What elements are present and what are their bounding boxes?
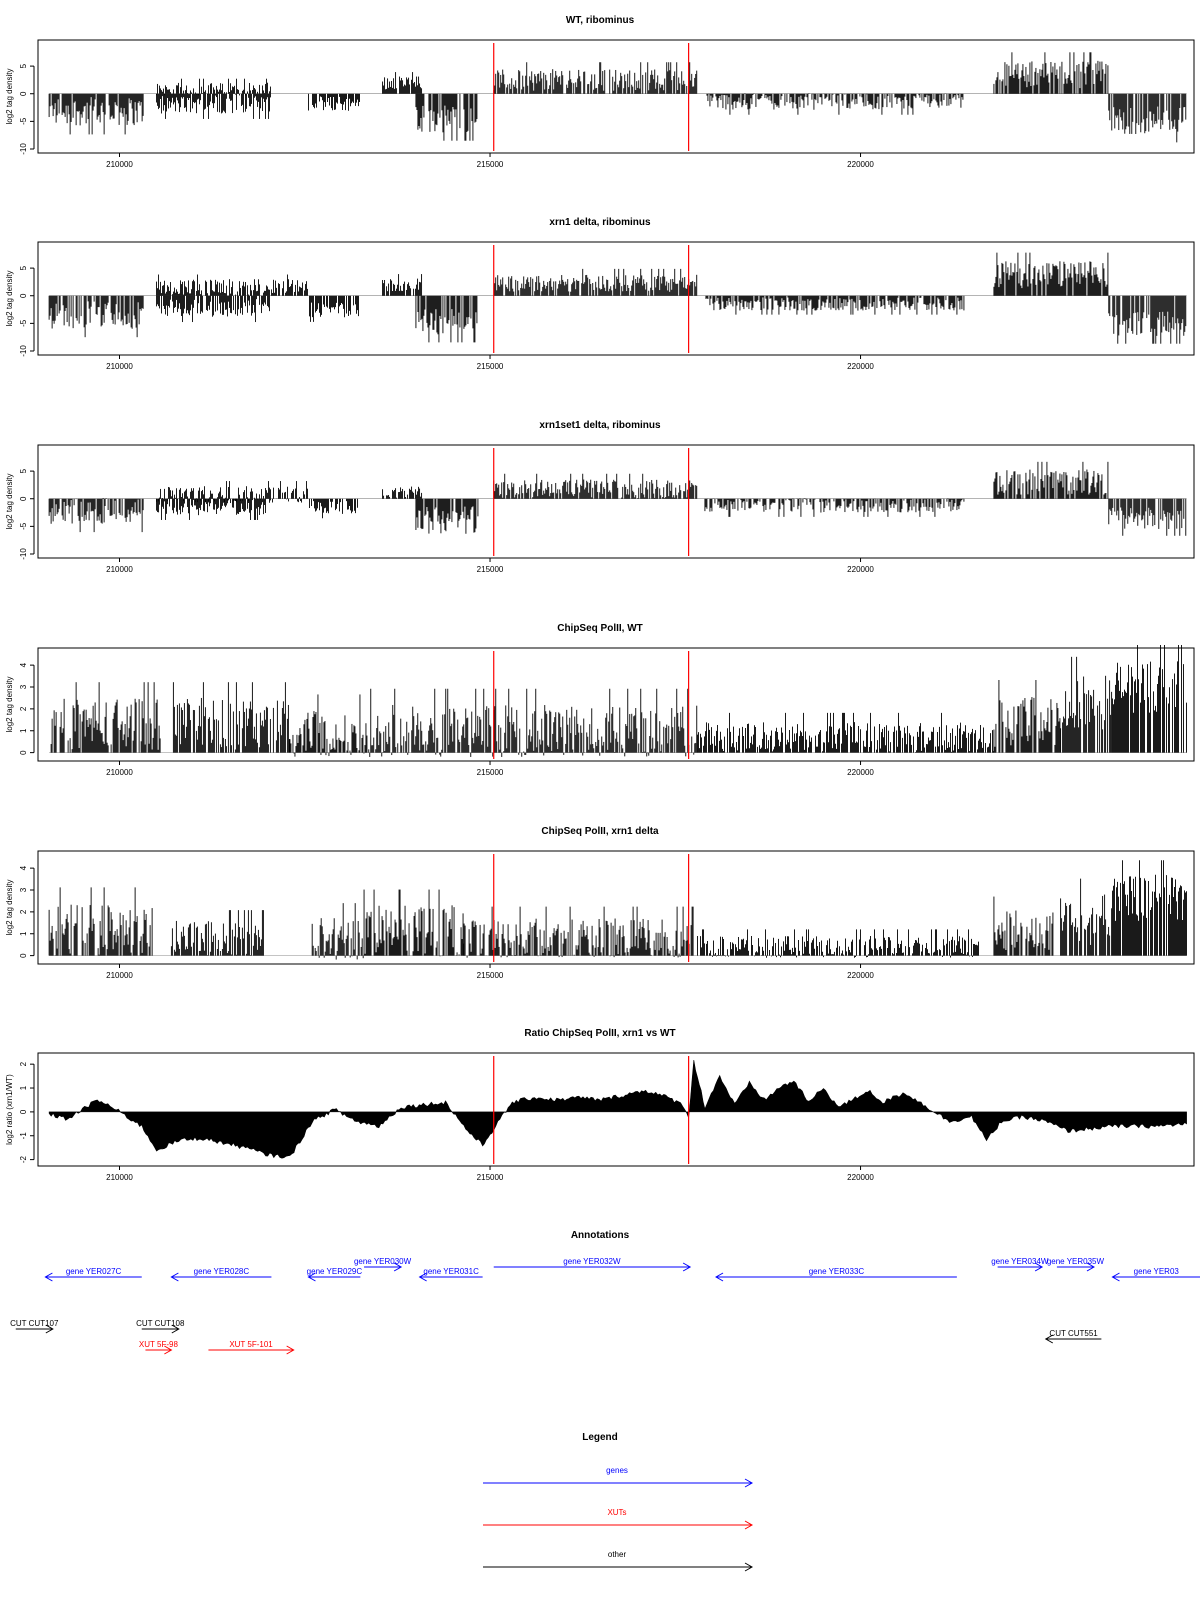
- feature-label: gene YER033C: [808, 1267, 865, 1276]
- y-axis-label: log2 ratio (xrn1/WT): [5, 1074, 14, 1145]
- feature-label: gene YER030W: [353, 1257, 412, 1266]
- feature-label: gene YER035W: [1046, 1257, 1105, 1266]
- feature-label: XUT 5F-101: [229, 1340, 273, 1349]
- annotation-feature: [494, 1257, 690, 1271]
- annotation-feature: [10, 1319, 59, 1333]
- annotation-feature: [136, 1319, 185, 1333]
- x-tick-label: 210000: [106, 565, 133, 574]
- feature-label: gene YER027C: [65, 1267, 122, 1276]
- annotation-feature: [139, 1340, 179, 1354]
- y-tick-label: 3: [19, 684, 28, 690]
- x-tick-label: 220000: [847, 971, 874, 980]
- feature-label: gene YER03: [1133, 1267, 1179, 1276]
- feature-label: gene YER029C: [306, 1267, 363, 1276]
- panel-title: xrn1set1 delta, ribominus: [539, 420, 661, 431]
- y-tick-label: -10: [19, 548, 28, 560]
- panel-frame: [38, 242, 1194, 355]
- annotations-track: [10, 1230, 1200, 1354]
- y-axis-label: log2 tag density: [5, 270, 14, 327]
- panel-title: WT, ribominus: [565, 15, 635, 26]
- y-axis-label: log2 tag density: [5, 68, 14, 125]
- x-tick-label: 210000: [106, 768, 133, 777]
- legend-item-label: genes: [606, 1466, 628, 1475]
- y-tick-label: 0: [19, 1109, 28, 1115]
- annotation-feature: [307, 1267, 363, 1281]
- panel-title: xrn1 delta, ribominus: [549, 217, 651, 228]
- x-tick-label: 215000: [476, 362, 504, 371]
- track-panel: [5, 826, 1194, 980]
- y-tick-label: 4: [19, 865, 28, 871]
- y-tick-label: 2: [19, 1061, 28, 1067]
- x-tick-label: 215000: [476, 1173, 504, 1182]
- x-tick-label: 210000: [106, 1173, 133, 1182]
- feature-label: XUT 5F-98: [138, 1340, 178, 1349]
- y-tick-label: 0: [19, 750, 28, 755]
- x-tick-label: 220000: [847, 565, 874, 574]
- y-tick-label: 2: [19, 909, 28, 915]
- annotation-feature: [991, 1257, 1049, 1271]
- y-tick-label: 5: [19, 468, 28, 474]
- y-tick-label: -5: [19, 117, 28, 125]
- panel-title: Ratio ChipSeq PolII, xrn1 vs WT: [524, 1028, 676, 1039]
- y-tick-label: 0: [19, 953, 28, 958]
- feature-label: gene YER034W: [991, 1257, 1049, 1266]
- panel-title: ChipSeq PolII, WT: [557, 623, 643, 634]
- y-tick-label: 0: [19, 91, 28, 96]
- y-axis-label: log2 tag density: [5, 676, 14, 733]
- y-axis-label: log2 tag density: [5, 879, 14, 936]
- annotation-feature: [420, 1267, 483, 1281]
- y-tick-label: 1: [19, 931, 28, 936]
- x-tick-label: 210000: [106, 160, 133, 169]
- legend-item: [483, 1466, 752, 1487]
- track-panel: [5, 1028, 1194, 1182]
- x-tick-label: 210000: [106, 971, 133, 980]
- signal-bars: [49, 52, 1186, 142]
- legend-item: [483, 1550, 752, 1571]
- legend: [483, 1432, 752, 1571]
- signal-bars: [51, 645, 1186, 757]
- panel-title: ChipSeq PolII, xrn1 delta: [541, 826, 659, 837]
- annotation-feature: [354, 1257, 412, 1271]
- y-tick-label: 1: [19, 728, 28, 733]
- annotation-feature: [1047, 1257, 1105, 1271]
- annotation-feature: [45, 1267, 141, 1281]
- x-tick-label: 220000: [847, 362, 874, 371]
- track-panel: [5, 217, 1194, 371]
- y-tick-label: 5: [19, 265, 28, 271]
- y-tick-label: -5: [19, 319, 28, 327]
- x-tick-label: 220000: [847, 1173, 874, 1182]
- y-tick-label: 3: [19, 887, 28, 893]
- feature-label: CUT CUT107: [10, 1319, 59, 1328]
- x-tick-label: 215000: [476, 565, 504, 574]
- feature-label: gene YER031C: [423, 1267, 479, 1276]
- legend-title: Legend: [582, 1432, 618, 1443]
- annotation-feature: [171, 1267, 271, 1281]
- x-tick-label: 220000: [847, 160, 874, 169]
- track-panel: [5, 15, 1194, 169]
- ratio-area: [49, 1060, 1186, 1158]
- y-tick-label: 0: [19, 496, 28, 501]
- x-tick-label: 210000: [106, 362, 133, 371]
- feature-label: CUT CUT108: [136, 1319, 185, 1328]
- track-panel: [5, 420, 1194, 574]
- feature-label: CUT CUT551: [1049, 1329, 1098, 1338]
- y-tick-label: -10: [19, 143, 28, 155]
- y-tick-label: 5: [19, 63, 28, 69]
- signal-bars: [49, 253, 1186, 344]
- legend-item-label: XUTs: [607, 1508, 627, 1517]
- y-tick-label: -10: [19, 345, 28, 357]
- x-tick-label: 215000: [476, 768, 504, 777]
- track-panel: [5, 623, 1194, 777]
- legend-item: [483, 1508, 752, 1529]
- panel-frame: [38, 40, 1194, 153]
- annotation-feature: [716, 1267, 957, 1281]
- y-axis-label: log2 tag density: [5, 473, 14, 530]
- annotation-feature: [1112, 1267, 1200, 1281]
- panel-frame: [38, 445, 1194, 558]
- feature-label: gene YER032W: [563, 1257, 621, 1266]
- y-tick-label: -2: [19, 1156, 28, 1164]
- annotations-title: Annotations: [570, 1230, 630, 1241]
- y-tick-label: -1: [19, 1132, 28, 1140]
- annotation-feature: [208, 1340, 293, 1354]
- signal-bars: [49, 860, 1186, 959]
- y-tick-label: 1: [19, 1085, 28, 1091]
- legend-item-label: other: [607, 1550, 627, 1559]
- y-tick-label: 2: [19, 706, 28, 712]
- annotation-feature: [1046, 1329, 1102, 1343]
- track-panels: [5, 15, 1194, 1182]
- y-tick-label: 0: [19, 293, 28, 298]
- y-tick-label: -5: [19, 522, 28, 530]
- x-tick-label: 215000: [476, 160, 504, 169]
- x-tick-label: 215000: [476, 971, 504, 980]
- y-tick-label: 4: [19, 662, 28, 668]
- x-tick-label: 220000: [847, 768, 874, 777]
- feature-label: gene YER028C: [193, 1267, 250, 1276]
